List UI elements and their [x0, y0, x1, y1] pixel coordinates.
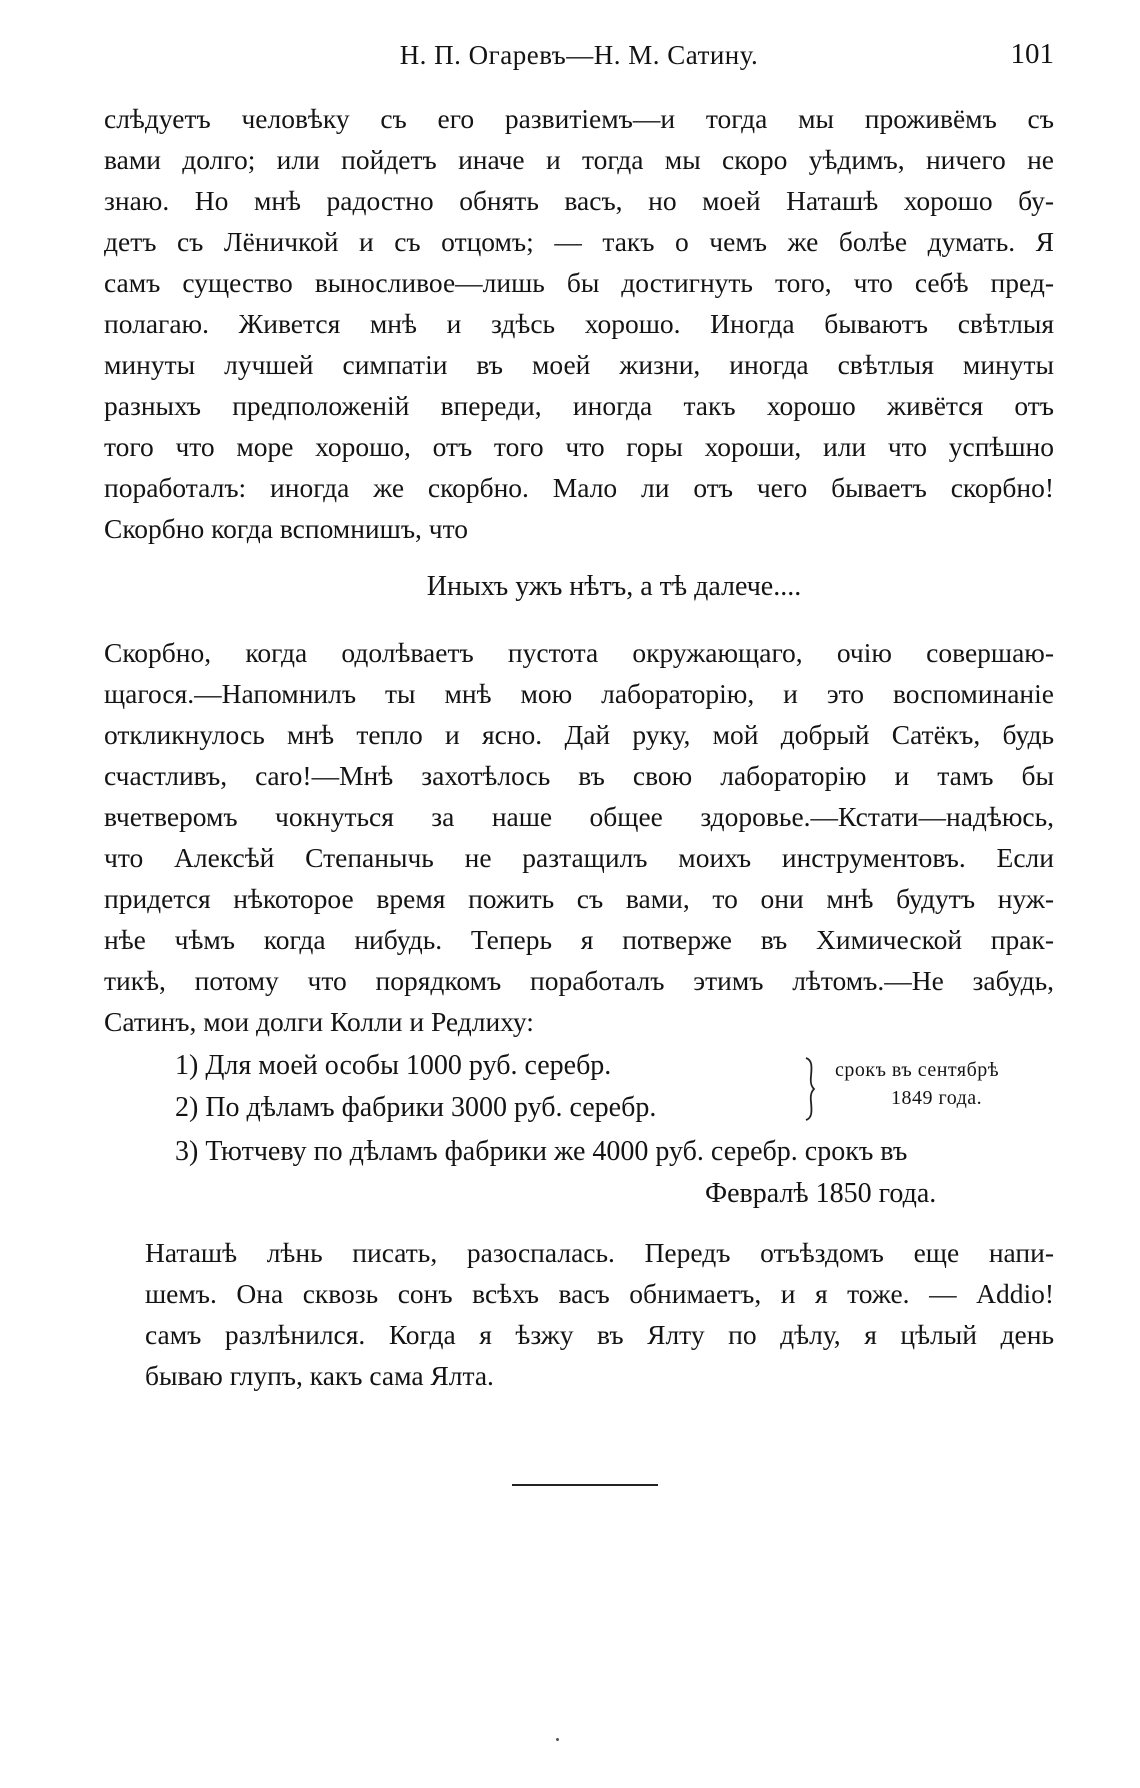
page-header [104, 36, 1054, 76]
text-line: полагаю. Живется мнѣ и здѣсь хорошо. Иногда бываютъ свѣтлыя [104, 308, 1054, 339]
text-line: вами долго; или пойдетъ иначе и тогда мы скоро уѣдимъ, ничего не [104, 144, 1054, 175]
paragraph-3 [145, 1232, 1054, 1396]
text-line: что Алексѣй Степанычь не разтащилъ моихъ инструментовъ. Если [104, 842, 1054, 873]
deadline-note-line-2: 1849 года. [891, 1087, 983, 1109]
paragraph-1 [104, 98, 1054, 549]
page-number: 101 [1010, 38, 1054, 70]
text-line: бываю глупъ, какъ сама Ялта. [145, 1360, 494, 1391]
text-line: самъ разлѣнился. Когда я ѣзжу въ Ялту по дѣлу, я цѣлый день [145, 1319, 1054, 1350]
text-line: разныхъ предположеній впереди, иногда такъ хорошо живётся отъ [104, 390, 1054, 421]
text-line: того что море хорошо, отъ того что горы хороши, или что успѣшно [104, 431, 1054, 462]
curly-brace-icon [803, 1056, 817, 1122]
text-line: самъ существо выносливое—лишь бы достигнуть того, что себѣ пред- [104, 267, 1054, 298]
text-line: Сатинъ, мои долги Колли и Редлиху: [104, 1006, 534, 1037]
text-line: шемъ. Она сквозь сонъ всѣхъ васъ обнимаетъ, и я тоже. — Addio! [145, 1278, 1054, 1309]
text-line: детъ съ Лёничкой и съ отцомъ; — такъ о чемъ же болѣе думать. Я [104, 226, 1054, 257]
debt-item-3: 3) Тютчеву по дѣламъ фабрики же 4000 руб. серебр. срокъ въ [175, 1136, 908, 1167]
running-title: Н. П. Огаревъ—Н. М. Сатину. [399, 40, 759, 70]
deadline-note-line-1: срокъ въ сентябрѣ [835, 1059, 1000, 1081]
text-line: тикѣ, потому что порядкомъ поработалъ этимъ лѣтомъ.—Не забудь, [104, 965, 1054, 996]
text-line: щагося.—Напомнилъ ты мнѣ мою лабораторію, и это воспоминаніе [104, 678, 1054, 709]
verse-quote: Иныхъ ужъ нѣтъ, а тѣ далече.... [426, 571, 802, 602]
text-line: счастливъ, caro!—Мнѣ захотѣлось въ свою лабораторію и тамъ бы [104, 760, 1054, 791]
text-line: Скорбно, когда одолѣваетъ пустота окружающаго, очію совершаю- [104, 637, 1054, 668]
debt-item-2: 2) По дѣламъ фабрики 3000 руб. серебр. [175, 1092, 657, 1123]
text-line: поработалъ: иногда же скорбно. Мало ли отъ чего бываетъ скорбно! [104, 472, 1054, 503]
print-speck [556, 1738, 559, 1741]
text-line: минуты лучшей симпатіи въ моей жизни, иногда свѣтлыя минуты [104, 349, 1054, 380]
debts-list [175, 1050, 1055, 1220]
text-line: знаю. Но мнѣ радостно обнять васъ, но моей Наташѣ хорошо бу- [104, 185, 1054, 216]
text-line: слѣдуетъ человѣку съ его развитіемъ—и тогда мы проживёмъ съ [104, 103, 1054, 134]
paragraph-2 [104, 632, 1054, 1042]
section-end-rule [512, 1484, 658, 1486]
text-line: придется нѣкоторое время пожить съ вами, то они мнѣ будутъ нуж- [104, 883, 1054, 914]
deadline-note [835, 1056, 1065, 1112]
text-line: Наташѣ лѣнь писать, разоспалась. Передъ отъѣздомъ еще напи- [145, 1237, 1054, 1268]
text-line: Скорбно когда вспомнишъ, что [104, 513, 469, 544]
text-line: нѣе чѣмъ когда нибудь. Теперь я потверже въ Химической прак- [104, 924, 1054, 955]
debt-item-3-continuation: Февралѣ 1850 года. [705, 1178, 937, 1209]
text-line: откликнулось мнѣ тепло и ясно. Дай руку, мой добрый Сатёкъ, будь [104, 719, 1054, 750]
debt-item-1: 1) Для моей особы 1000 руб. серебр. [175, 1050, 612, 1081]
text-line: вчетверомъ чокнуться за наше общее здоровье.—Кстати—надѣюсь, [104, 801, 1054, 832]
